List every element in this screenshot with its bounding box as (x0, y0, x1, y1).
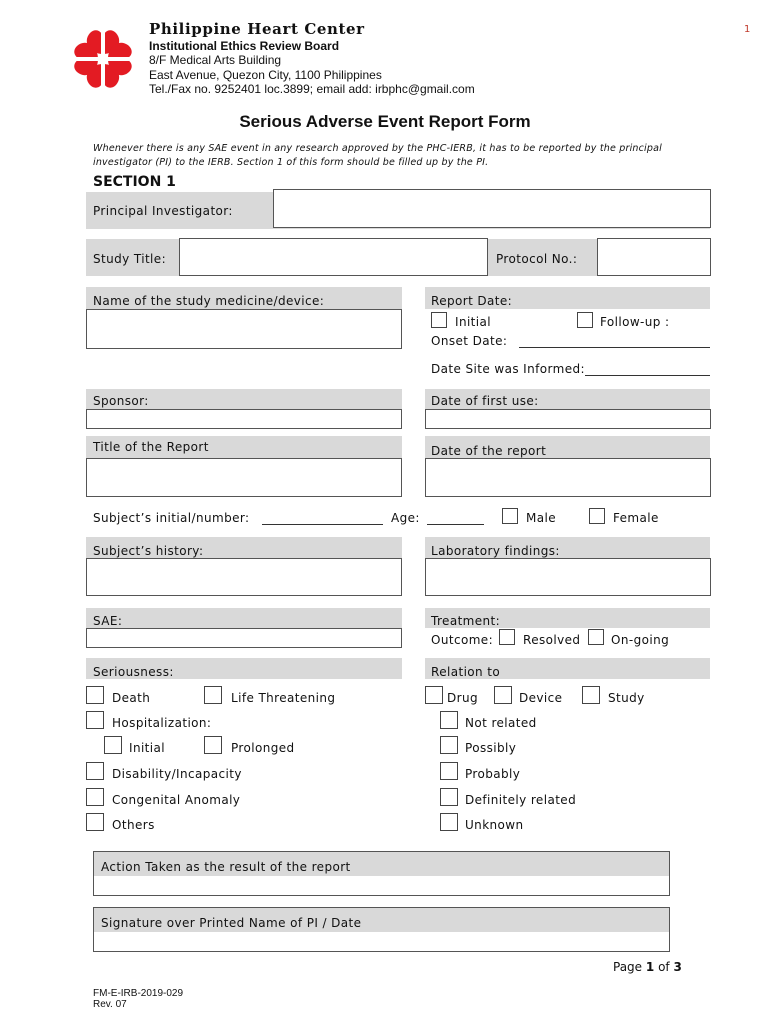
sae-input[interactable] (86, 628, 402, 648)
relation-to-label: Relation to (431, 665, 501, 679)
hospitalization-label: Hospitalization: (112, 716, 212, 730)
page-total: 3 (673, 960, 682, 974)
title-of-report-input[interactable] (86, 458, 402, 497)
device-label: Device (519, 691, 563, 705)
disability-label: Disability/Incapacity (112, 767, 242, 781)
heart-center-logo (70, 26, 136, 92)
hosp-initial-label: Initial (129, 741, 166, 755)
others-checkbox[interactable] (86, 813, 104, 831)
sponsor-label: Sponsor: (93, 394, 149, 408)
initial-label: Initial (455, 315, 492, 329)
hospitalization-checkbox[interactable] (86, 711, 104, 729)
follow-up-checkbox[interactable] (577, 312, 593, 328)
section-title: SECTION 1 (93, 174, 176, 190)
sponsor-input[interactable] (86, 409, 402, 429)
pi-input[interactable] (273, 189, 711, 228)
protocol-no-label: Protocol No.: (496, 252, 578, 266)
onset-date-line[interactable] (519, 347, 710, 348)
treatment-label: Treatment: (431, 614, 501, 628)
date-first-use-input[interactable] (425, 409, 711, 429)
possibly-label: Possibly (465, 741, 517, 755)
subject-initial-label: Subject’s initial/number: (93, 511, 250, 525)
form-rev: Rev. 07 (93, 999, 127, 1010)
not-related-label: Not related (465, 716, 537, 730)
of-word: of (658, 960, 670, 974)
male-label: Male (526, 511, 557, 525)
subject-history-input[interactable] (86, 558, 402, 596)
address: East Avenue, Quezon City, 1100 Philippines (149, 68, 382, 82)
ongoing-checkbox[interactable] (588, 629, 604, 645)
contact: Tel./Fax no. 9252401 loc.3899; email add: irbphc@gmail.com (149, 82, 475, 96)
date-of-report-label: Date of the report (431, 444, 547, 458)
follow-up-label: Follow-up : (600, 315, 670, 329)
age-line[interactable] (427, 524, 484, 525)
report-date-label: Report Date: (431, 294, 513, 308)
outcome-label: Outcome: (431, 633, 494, 647)
prolonged-checkbox[interactable] (204, 736, 222, 754)
congenital-checkbox[interactable] (86, 788, 104, 806)
onset-date-label: Onset Date: (431, 334, 508, 348)
page-current: 1 (645, 960, 655, 974)
page-word: Page (613, 960, 643, 974)
building: 8/F Medical Arts Building (149, 53, 282, 67)
date-first-use-label: Date of first use: (431, 394, 539, 408)
form-title: Serious Adverse Event Report Form (239, 112, 531, 131)
board-name: Institutional Ethics Review Board (149, 39, 340, 53)
male-checkbox[interactable] (502, 508, 518, 524)
drug-label: Drug (447, 691, 478, 705)
study-label: Study (608, 691, 645, 705)
intro-line-2: investigator (PI) to the IERB. Section 1 of this form should be filled up by the PI. (93, 157, 489, 168)
sae-bar (86, 608, 402, 628)
drug-checkbox[interactable] (425, 686, 443, 704)
lab-findings-input[interactable] (425, 558, 711, 596)
not-related-checkbox[interactable] (440, 711, 458, 729)
title-of-report-label: Title of the Report (93, 440, 209, 454)
female-label: Female (613, 511, 659, 525)
disability-checkbox[interactable] (86, 762, 104, 780)
hosp-initial-checkbox[interactable] (104, 736, 122, 754)
study-checkbox[interactable] (582, 686, 600, 704)
resolved-label: Resolved (523, 633, 581, 647)
definitely-checkbox[interactable] (440, 788, 458, 806)
page-number (613, 960, 682, 974)
female-checkbox[interactable] (589, 508, 605, 524)
probably-label: Probably (465, 767, 521, 781)
org-name: Philippine Heart Center (149, 20, 365, 38)
study-title-label: Study Title: (93, 252, 167, 266)
congenital-label: Congenital Anomaly (112, 793, 241, 807)
study-medicine-label: Name of the study medicine/device: (93, 294, 325, 308)
others-label: Others (112, 818, 155, 832)
date-of-report-input[interactable] (425, 458, 711, 497)
unknown-checkbox[interactable] (440, 813, 458, 831)
study-medicine-input[interactable] (86, 309, 402, 349)
pi-label: Principal Investigator: (93, 204, 233, 218)
study-title-input[interactable] (179, 238, 488, 276)
definitely-label: Definitely related (465, 793, 577, 807)
seriousness-label: Seriousness: (93, 665, 174, 679)
initial-checkbox[interactable] (431, 312, 447, 328)
probably-checkbox[interactable] (440, 762, 458, 780)
life-threatening-label: Life Threatening (231, 691, 336, 705)
lab-findings-label: Laboratory findings: (431, 544, 560, 558)
page-marker: 1 (744, 24, 751, 35)
death-label: Death (112, 691, 151, 705)
subject-initial-line[interactable] (262, 524, 383, 525)
date-site-informed-line[interactable] (585, 375, 710, 376)
death-checkbox[interactable] (86, 686, 104, 704)
ongoing-label: On-going (611, 633, 670, 647)
possibly-checkbox[interactable] (440, 736, 458, 754)
life-threatening-checkbox[interactable] (204, 686, 222, 704)
subject-history-label: Subject’s history: (93, 544, 204, 558)
unknown-label: Unknown (465, 818, 524, 832)
resolved-checkbox[interactable] (499, 629, 515, 645)
intro-line-1: Whenever there is any SAE event in any research approved by the PHC-IERB, it has to be reported by the principal (93, 143, 662, 154)
form-code: FM-E-IRB-2019-029 (93, 988, 184, 999)
signature-label: Signature over Printed Name of PI / Date (101, 916, 362, 930)
age-label: Age: (391, 511, 420, 525)
action-taken-label: Action Taken as the result of the report (101, 860, 351, 874)
protocol-no-input[interactable] (597, 238, 711, 276)
date-site-informed-label: Date Site was Informed: (431, 362, 585, 376)
device-checkbox[interactable] (494, 686, 512, 704)
sae-label: SAE: (93, 614, 123, 628)
prolonged-label: Prolonged (231, 741, 295, 755)
